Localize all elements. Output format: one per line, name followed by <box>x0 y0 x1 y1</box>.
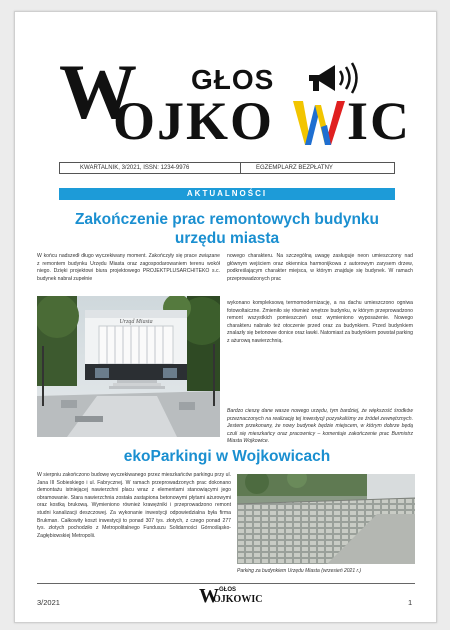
page-number: 1 <box>408 598 413 607</box>
parking-photo-caption: Parking za budynkiem Urzędu Miasta (wrzesień 2021 r.) <box>237 568 362 574</box>
footer-logo-name: OJKOWIC <box>213 594 263 605</box>
masthead-letter-w: W <box>59 48 133 135</box>
article1-col2: nowego charakteru. Na szczególną uwagę zasługuje neon umieszczony nad głównym wejściem oraz okiennica harmonijkowa z autorowym zarysem drzew, podkreślającym charakter miejsca, w którym znajduje się budynek. W ramach przeprowadzonych prac <box>227 253 413 282</box>
town-hall-photo <box>37 296 220 437</box>
footer-rule <box>37 583 415 584</box>
section-header: AKTUALNOŚCI <box>59 188 395 200</box>
issue-info: KWARTALNIK, 3/2021, ISSN: 1234-9976 <box>80 165 190 171</box>
article1-headline: Zakończenie prac remontowych budynku urzędu miasta <box>74 211 380 247</box>
article2-body: W sierpniu zakończono budowę wyczekiwanego przez mieszkańców parkingu przy ul. Jana III Sobieskiego i ul. Fabrycznej. W ramach przeprowadzonych prac dokonano demontażu istniejącej nawierzchni placu wraz z elementami stanowiącymi jego obramowanie. Stara nawierzchnia została zastąpiona betonowymi płytami ażurowymi oraz kostką brukową. Wymieniono również krawężniki i przeprowadzono remont studni kanalizacji deszczowej. Za wykonanie inwestycji odpowiedzialna była firma Brukman. Całkowity koszt inwestycji to ponad 307 tys. złotych, z czego ponad 277 tys. złotych pochodziło z Metropolitalnego Funduszu Solidarności Górnośląsko-Zagłębiowskiej Metropolii. <box>37 472 231 539</box>
colored-w-mark-icon <box>291 95 347 151</box>
article2-headline: ekoParkingi w Wojkowicach <box>123 448 331 465</box>
masthead-ic: IC <box>347 91 412 151</box>
footer-logo <box>199 585 263 610</box>
issue-info-bar <box>59 162 395 174</box>
parking-photo <box>237 474 415 564</box>
newspaper-page <box>14 11 437 623</box>
info-divider <box>240 163 241 173</box>
article1-col1: W końcu nadszedł długo wyczekiwany moment. Zakończyły się prace związane z remontem budynku Urzędu Miasta oraz zagospodarowaniem terenu wokół niego. Dzięki projektowi biura projektowego PROJEKTPLUSARCHITEKO s.c. budynek nabrał zupełnie <box>37 253 220 282</box>
footer-issue-date: 3/2021 <box>37 598 60 607</box>
megaphone-icon <box>305 61 361 95</box>
masthead-ojkow: OJKO <box>113 91 275 151</box>
masthead-logo <box>59 48 412 157</box>
footer-logo-glos: GŁOS <box>219 587 237 593</box>
building-sign: Urząd Miasta <box>119 319 153 325</box>
footer-logo-w: W <box>199 585 218 607</box>
masthead-glos: GŁOS <box>191 64 275 95</box>
free-copy-label: EGZEMPLARZ BEZPŁATNY <box>256 165 333 171</box>
article1-quote: Bardzo cieszę dane wasze nowego urzędu, tym bardziej, że większość środków przeznaczonych na realizację tej inwestycji pozyskaliśmy ze źródeł zewnętrznych. Jestem przekonany, że nowy budynek będzie miejscem, w którym dobrze będą czuli się mieszkańcy oraz pracownicy – komentuje zakończenie prac Burmistrz Miasta Wojkowice. <box>227 408 413 445</box>
article1-col3: wykonano kompleksową termomodernizację, a na dachu umieszczono ogniwa fotowoltaiczne. Zmieniło się również wnętrze budynku, w którym przeprowadzono remont wszystkich pomieszczeń oraz wymieniono wyposażenie. Nowego charakteru nabrało też otoczenie przed oraz za budynkiem. Przed budynkiem znalazły się betonowe donice oraz ławki. Natomiast za budynkiem powstał parking z ażurową nawierzchnią. <box>227 300 413 344</box>
